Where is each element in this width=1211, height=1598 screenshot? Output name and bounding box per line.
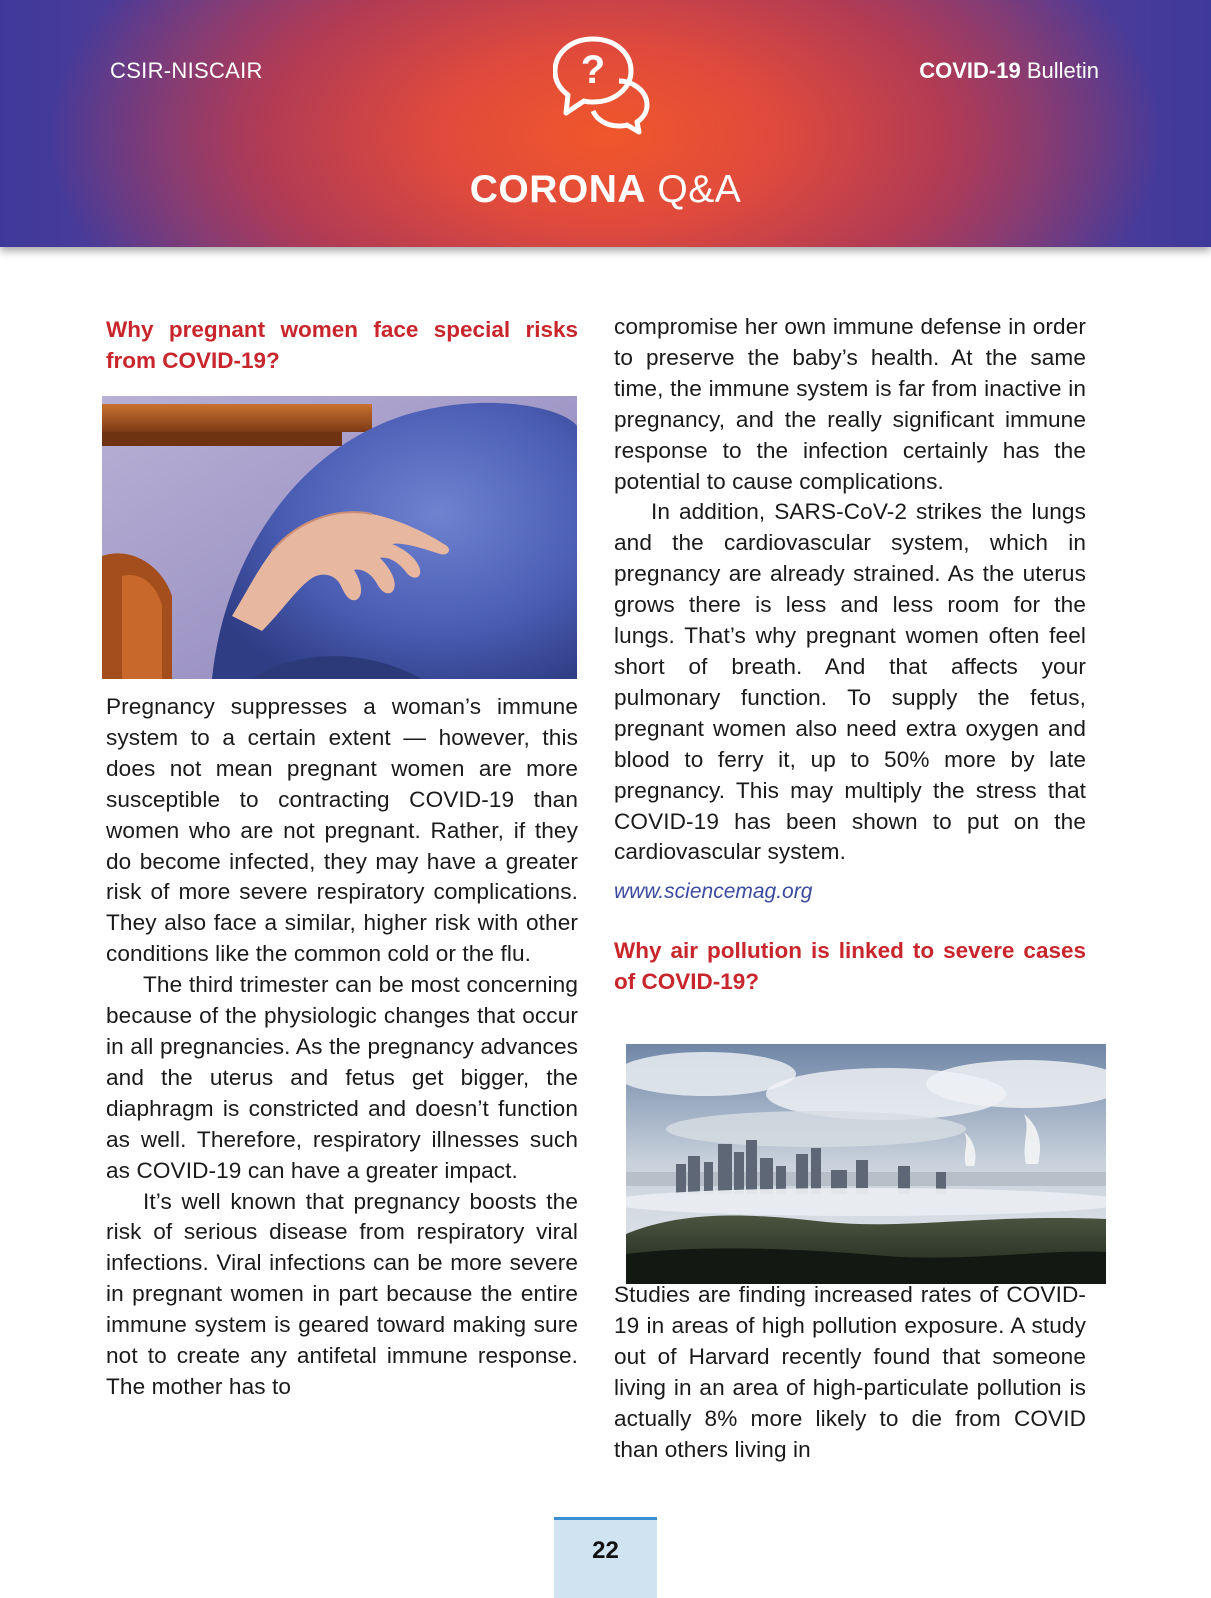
- article2-title: Why air pollution is linked to severe cases of COVID-19?: [614, 938, 1086, 995]
- bulletin-name: [919, 58, 1099, 84]
- bulletin-header: [0, 0, 1211, 247]
- article2-paragraph-1: Studies are finding increased rates of COVID-19 in areas of high pollution exposure. A study out of Harvard recently found that someone living in an area of high-particulate pollution is actually 8% more likely to die from COVID than others living in: [614, 1282, 1086, 1462]
- article1-title: Why pregnant women face special risks from COVID-19?: [106, 317, 578, 373]
- left-column: [106, 314, 578, 376]
- bulletin-name-rest: Bulletin: [1020, 58, 1099, 83]
- article1-paragraph-3: It’s well known that pregnancy boosts the risk of serious disease from respiratory viral infections. Viral infections can be more severe in pregnant women in part because the entire immune system is geared toward making sure not to create any antifetal immune response. The mother has to: [106, 1188, 578, 1399]
- article1-paragraph-5: In addition, SARS-CoV-2 strikes the lungs and the cardiovascular system, which in pregnancy are already strained. As the uterus grows there is less and less room for the lungs. That’s why pregnant women often feel short of breath. And that affects your pulmonary function. To supply the fetus, pregnant women also need extra oxygen and blood to ferry it, up to 50% more by late pregnancy. This may multiply the stress that COVID-19 has been shown to put on the cardiovascular system.: [614, 499, 1086, 865]
- source-link[interactable]: www.sciencemag.org: [614, 880, 813, 904]
- article2-body: [614, 1280, 1086, 1465]
- section-title-bold: CORONA: [469, 168, 647, 211]
- right-column: [614, 312, 1086, 997]
- article1-paragraph-2: The third trimester can be most concerning because of the physiologic changes that occur in all pregnancies. As the pregnancy advances and the uterus and fetus get bigger, the diaphragm is constricted and doesn’t function as well. Therefore, respiratory illnesses such as COVID-19 can have a greater impact.: [106, 972, 578, 1183]
- pregnant-belly-photo: [102, 396, 577, 679]
- page-number: 22: [554, 1517, 657, 1598]
- org-name: CSIR-NISCAIR: [110, 58, 263, 83]
- article1-paragraph-1: Pregnancy suppresses a woman’s immune system to a certain extent — however, this does not mean pregnant women are more susceptible to contracting COVID-19 than women who are not pregnant. Rather, if they do become infected, they may have a greater risk of more severe respiratory complications. They also face a similar, higher risk with other conditions like the common cold or the flu.: [106, 694, 578, 967]
- article1-paragraph-4: compromise her own immune defense in order to preserve the baby’s health. At the same time, the immune system is far from inactive in pregnancy, and the really significant immune response to the infection certainly has the potential to cause complications.: [614, 314, 1086, 494]
- smoggy-city-skyline-photo: [626, 1044, 1106, 1284]
- section-title-rest: Q&A: [646, 168, 742, 211]
- chat-question-icon: [553, 35, 653, 135]
- svg-text:?: ?: [580, 48, 606, 92]
- article1-left-body: [106, 692, 578, 1403]
- bulletin-name-bold: COVID-19: [919, 58, 1021, 83]
- section-title: [0, 168, 1211, 212]
